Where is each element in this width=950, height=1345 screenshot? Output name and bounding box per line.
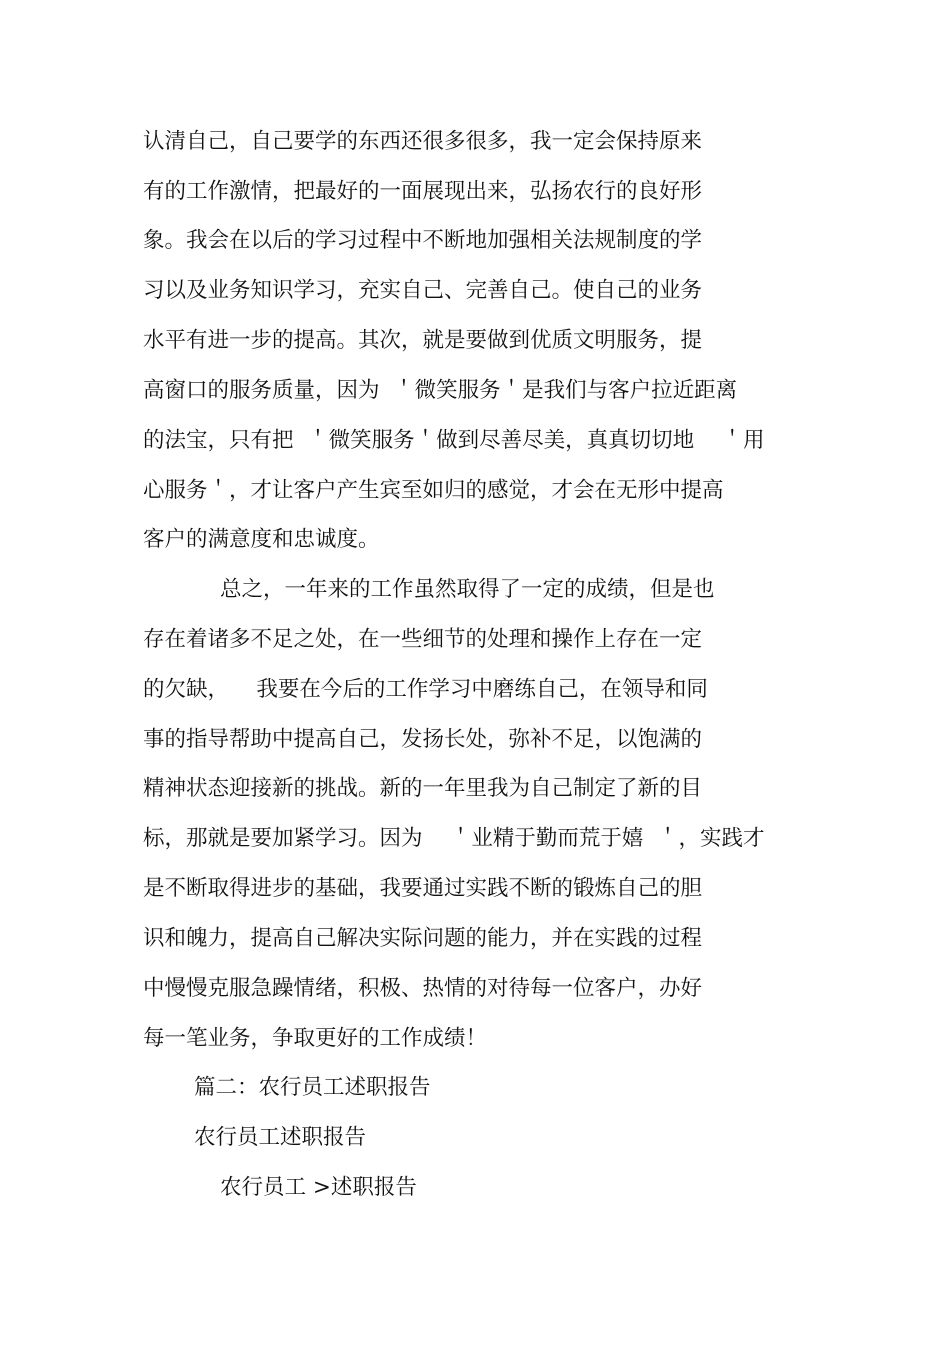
paragraph-line: 识和魄力，提高自己解决实际问题的能力，并在实践的过程 [143,926,703,951]
report-subtitle: 农行员工 >述职报告 [220,1175,417,1200]
paragraph-line: 每一笔业务，争取更好的工作成绩！ [143,1026,488,1051]
paragraph-line: 事的指导帮助中提高自己，发扬长处，弥补不足，以饱满的 [143,727,703,752]
paragraph-line: 的法宝，只有把 ＇微笑服务＇做到尽善尽美，真真切切地 ＇用 [143,428,765,453]
paragraph-line: 高窗口的服务质量，因为 ＇微笑服务＇是我们与客户拉近距离 [143,378,738,403]
paragraph-line: 总之，一年来的工作虽然取得了一定的成绩，但是也 [220,577,715,602]
paragraph-line: 客户的满意度和忠诚度。 [143,527,380,552]
paragraph-line: 中慢慢克服急躁情绪，积极、热情的对待每一位客户，办好 [143,976,703,1001]
paragraph-line: 习以及业务知识学习，充实自己、完善自己。使自己的业务 [143,278,703,303]
paragraph-line: 认清自己，自己要学的东西还很多很多，我一定会保持原来 [143,129,703,154]
paragraph-line: 的欠缺， 我要在今后的工作学习中磨练自己，在领导和同 [143,677,708,702]
paragraph-line: 精神状态迎接新的挑战。新的一年里我为自己制定了新的目 [143,776,703,801]
paragraph-line: 象。我会在以后的学习过程中不断地加强相关法规制度的学 [143,228,703,253]
paragraph-line: 心服务＇，才让客户产生宾至如归的感觉，才会在无形中提高 [143,478,724,503]
section-heading: 篇二：农行员工述职报告 [194,1075,431,1100]
report-title: 农行员工述职报告 [194,1125,367,1150]
paragraph-line: 是不断取得进步的基础，我要通过实践不断的锻炼自己的胆 [143,876,703,901]
paragraph-line: 标，那就是要加紧学习。因为 ＇业精于勤而荒于嬉 ＇，实践才 [143,826,765,851]
paragraph-line: 有的工作激情，把最好的一面展现出来，弘扬农行的良好形 [143,179,703,204]
paragraph-line: 水平有进一步的提高。其次，就是要做到优质文明服务，提 [143,328,703,353]
paragraph-line: 存在着诸多不足之处，在一些细节的处理和操作上存在一定 [143,627,703,652]
